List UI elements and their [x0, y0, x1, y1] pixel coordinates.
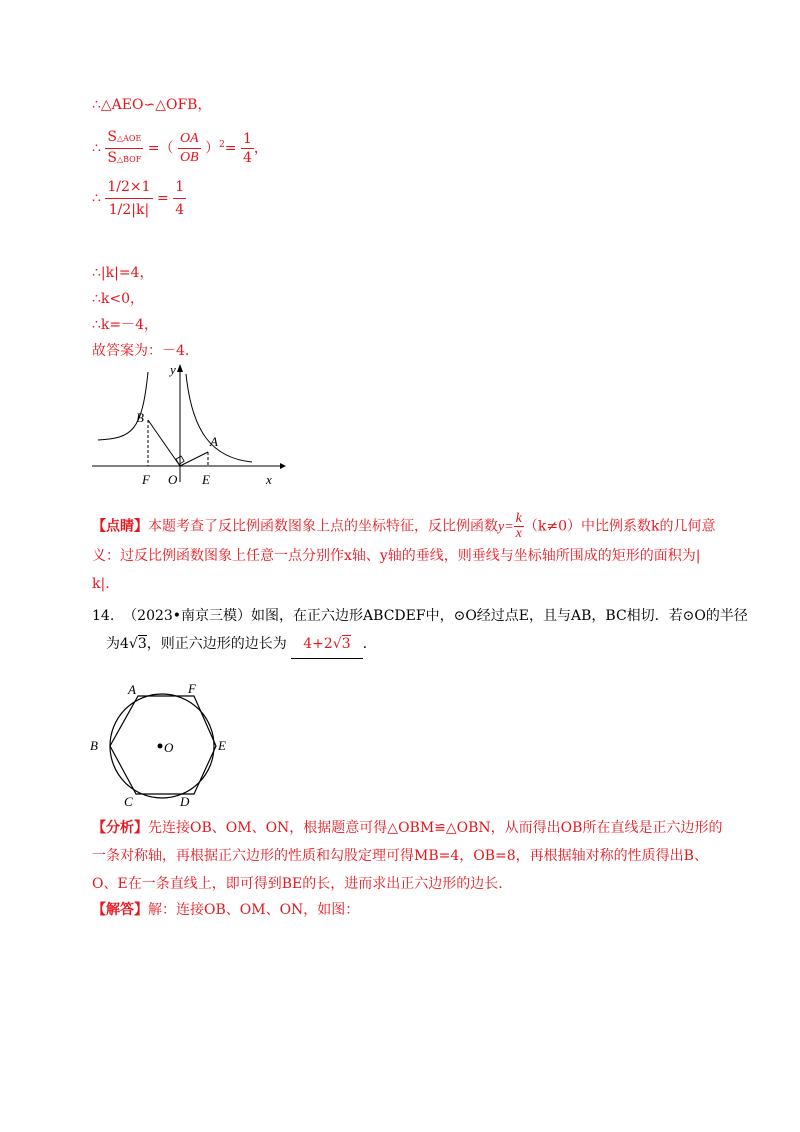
- vertex-f-label: F: [188, 681, 196, 696]
- dianjing-text-3: k|.: [92, 575, 110, 592]
- point-a-label: A: [210, 434, 218, 449]
- hexagon-figure: [86, 678, 246, 808]
- therefore-symbol: ∴: [92, 190, 101, 207]
- equals-paren: =（: [147, 140, 174, 157]
- half-abs-k: 1/2|k|: [108, 202, 150, 218]
- solution-line-area-ratio: [92, 128, 268, 169]
- close-paren: ）: [205, 140, 220, 157]
- point-f-label: F: [142, 472, 150, 487]
- analysis-line-2: 一条对称轴，再根据正六边形的性质和勾股定理可得MB=4，OB=8，再根据轴对称的性质得出B、: [92, 848, 708, 864]
- analysis-line-1: 先连接OB、OM、ON，根据题意可得△OBM≌△OBN，从而得出OB所在直线是正六边形的: [148, 820, 723, 836]
- analysis-paragraph: [92, 814, 732, 898]
- center-o-label: O: [164, 740, 174, 755]
- half-times-one: 1/2×1: [105, 176, 152, 199]
- k-numerator: k: [515, 511, 522, 526]
- therefore-symbol: ∴: [92, 140, 101, 157]
- solution-line-k-ratio: [92, 176, 186, 221]
- quarter-fraction: [173, 176, 186, 221]
- vertex-c-label: C: [124, 794, 133, 808]
- x-denominator: x: [515, 526, 522, 541]
- question-number: 14.: [92, 608, 115, 624]
- radius-sqrt-value: 3: [137, 636, 147, 652]
- solution-line-k-value: ∴k=－4，: [92, 317, 159, 333]
- solution-line-answer: 故答案为：－4.: [92, 343, 190, 359]
- vertex-d-label: D: [180, 794, 190, 808]
- quarter-den: 4: [175, 202, 185, 218]
- analysis-tag: 【分析】: [92, 820, 148, 836]
- dianjing-text-2: 义：过反比例函数图象上任意一点分别作x轴、y轴的垂线，则垂线与坐标轴所围成的矩形的面积为|: [92, 547, 701, 564]
- dianjing-tag: 【点睛】: [92, 518, 148, 535]
- right-branch-curve: [186, 374, 252, 462]
- center-point-o: [158, 744, 163, 749]
- analysis-line-3: O、E在一条直线上，即可得到BE的长，进而求出正六边形的边长.: [92, 876, 503, 892]
- quarter-den: 4: [242, 150, 252, 166]
- vertex-b-label: B: [90, 738, 98, 753]
- solution-paragraph: [92, 896, 732, 924]
- quarter-fraction: [241, 130, 254, 167]
- question-radius-prefix: 为4: [106, 636, 129, 652]
- answer-sqrt-symbol: √: [332, 636, 342, 652]
- equals-sign: =: [224, 140, 237, 157]
- segment-ob: [148, 420, 180, 466]
- question-line-2: ，则正六边形的边长为: [146, 636, 287, 652]
- solution-text: 解：连接OB、OM、ON，如图：: [148, 902, 360, 918]
- answer-blank: [291, 630, 362, 659]
- solution-tag: 【解答】: [92, 902, 148, 918]
- y-label: y: [170, 362, 176, 377]
- area-bof-symbol: S: [107, 150, 117, 166]
- hyperbola-figure: [92, 362, 292, 490]
- quarter-num: 1: [173, 176, 186, 199]
- solution-line-abs-k: ∴|k|=4，: [92, 265, 154, 281]
- y-axis-arrow: [177, 364, 183, 372]
- sqrt-symbol: √: [128, 636, 138, 652]
- oa-label: OA: [178, 130, 201, 149]
- left-branch-curve: [98, 372, 148, 440]
- solution-line-similar: ∴△AEO∽△OFB，: [92, 97, 212, 113]
- question-14: [92, 602, 748, 659]
- question-line-1: （2023•南京三模）如图，在正六边形ABCDEF中，⊙O经过点E，且与AB，BC相切．若⊙O的半径: [123, 608, 748, 624]
- half-k-fraction: [105, 176, 152, 221]
- ob-label: OB: [179, 150, 199, 165]
- vertex-a-label: A: [128, 682, 136, 697]
- point-e-label: E: [202, 472, 210, 487]
- point-b-label: B: [136, 410, 144, 425]
- equals-sign: =: [157, 190, 169, 207]
- k-over-x-fraction: [514, 512, 524, 541]
- oa-ob-fraction: [178, 130, 201, 167]
- square-exponent: 2: [219, 139, 225, 150]
- dianjing-text-1: 本题考查了反比例函数图象上点的坐标特征，反比例函数: [148, 518, 498, 535]
- comma: ，: [253, 140, 268, 157]
- answer-sqrt-value: 3: [341, 636, 351, 652]
- origin-label: O: [168, 472, 178, 487]
- segment-oa: [180, 452, 208, 466]
- y-equals: y=: [498, 519, 514, 535]
- area-ratio-fraction: [105, 128, 143, 169]
- dianjing-paragraph: [92, 511, 716, 598]
- x-label: x: [266, 472, 272, 487]
- area-bof-sub: △BOF: [116, 155, 142, 164]
- area-aoe-symbol: S: [107, 129, 117, 145]
- question-end: .: [362, 636, 368, 652]
- vertex-e-label: E: [218, 738, 226, 753]
- answer-prefix: 4+2: [303, 636, 333, 652]
- solution-line-k-negative: ∴k<0，: [92, 291, 145, 307]
- x-axis-arrow: [280, 463, 286, 469]
- dianjing-condition: （k≠0）中比例系数k的几何意: [523, 518, 716, 535]
- quarter-num: 1: [242, 131, 252, 147]
- area-aoe-sub: △AOE: [116, 134, 142, 143]
